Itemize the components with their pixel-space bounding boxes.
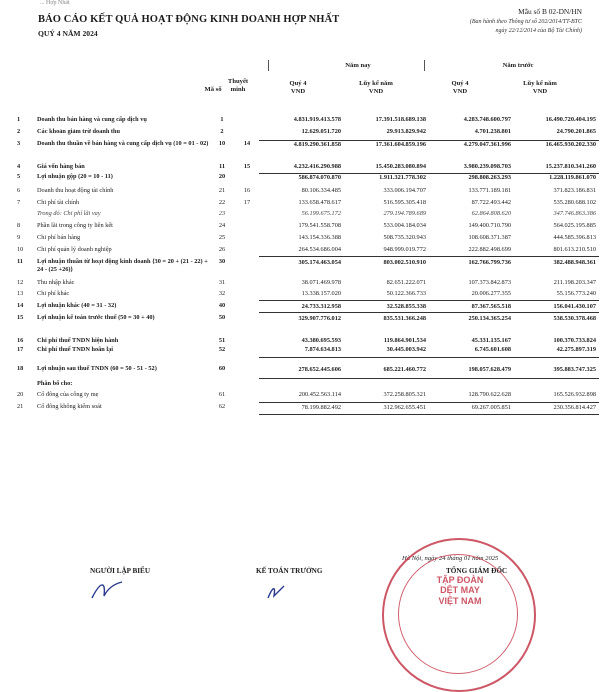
cell-note	[235, 220, 259, 232]
cell-code: 26	[218, 246, 226, 253]
cell-ytd-prev: 230.356.814.427	[514, 402, 599, 414]
cell-idx: 1	[17, 116, 21, 123]
cell-ytd-prev: 801.613.210.510	[514, 244, 599, 256]
table-row	[14, 390, 599, 402]
cell-q4-this: 305.174.463.054	[298, 258, 341, 266]
cell-ytd-prev: 15.237.810.341.260	[514, 161, 599, 173]
cell-ytd-this: 835.531.366.248	[383, 314, 426, 322]
cell-ytd-prev: 211.198.203.347	[553, 279, 596, 286]
table-row	[14, 161, 599, 173]
table-row	[14, 116, 599, 128]
corner-text: ... Hợp Nhất	[40, 0, 70, 6]
cell-idx: 13	[17, 290, 24, 297]
cell-note	[235, 357, 259, 378]
cell-note	[235, 256, 259, 278]
cell-ytd-prev: 100.370.733.824	[553, 337, 596, 344]
table-row	[14, 289, 599, 300]
cell-code: 20	[218, 173, 226, 180]
report-title: BÁO CÁO KẾT QUẢ HOẠT ĐỘNG KINH DOANH HỢP NHẤT	[38, 14, 340, 25]
cell-note: 17	[243, 199, 251, 206]
cell-idx: 10	[17, 246, 24, 253]
cell-note	[235, 173, 259, 185]
signature-mark	[88, 578, 128, 600]
cell-code: 21	[218, 187, 226, 194]
seal-line: TẬP ĐOÀN	[436, 575, 484, 585]
table-row	[14, 278, 599, 289]
cell-ytd-this: 533.004.184.034	[383, 222, 426, 229]
header-q4-prev	[424, 80, 496, 96]
cell-ytd-this: 508.735.320.943	[383, 234, 426, 241]
header-note: Thuyết minh	[227, 78, 249, 94]
cell-note	[235, 312, 259, 333]
cell-ytd-this: 279.194.789.689	[383, 210, 426, 217]
date-line: Hà Nội, ngày 24 tháng 01 năm 2025	[402, 555, 499, 562]
table-row	[14, 345, 599, 357]
cell-note	[235, 116, 259, 128]
table-row	[14, 197, 599, 209]
cell-ytd-this: 17.391.518.689.138	[375, 116, 426, 123]
cell-code: 11	[219, 163, 225, 170]
cell-q4-this: 43.380.695.593	[301, 337, 341, 344]
cell-code: 23	[218, 210, 226, 217]
cell-q4-prev: 107.373.842.873	[468, 279, 511, 286]
table-row	[14, 173, 599, 185]
cell-q4-this	[259, 378, 344, 390]
header-ytd-this	[340, 80, 412, 96]
cell-code: 50	[218, 314, 226, 321]
cell-q4-prev: 250.134.365.254	[468, 314, 511, 322]
income-statement-table	[14, 116, 599, 415]
cell-code: 22	[218, 199, 226, 206]
preparer-title: NGƯỜI LẬP BIỂU	[90, 567, 151, 575]
cell-name: Lợi nhuận khác (40 = 31 - 32)	[37, 302, 117, 309]
cell-name: Phần lãi trong công ty liên kết	[37, 222, 113, 229]
header-code: Mã số	[204, 86, 222, 93]
cell-q4-this: 264.534.686.004	[259, 244, 344, 256]
form-number: Mẫu số B 02-DN/HN	[518, 7, 582, 16]
cell-note	[235, 289, 259, 300]
cell-idx: 9	[17, 234, 21, 241]
table-row	[14, 244, 599, 256]
cell-idx	[14, 378, 37, 390]
cell-idx: 21	[17, 403, 24, 410]
cell-q4-this: 200.452.563.114	[259, 390, 344, 402]
cell-ytd-prev: 55.156.773.240	[514, 289, 599, 300]
table-row	[14, 209, 599, 220]
cell-ytd-prev: 535.280.688.102	[553, 199, 596, 206]
cell-ytd-this: 948.999.019.772	[344, 244, 429, 256]
cell-q4-prev: 128.790.622.628	[429, 390, 514, 402]
header-unit: VND	[368, 88, 384, 96]
director-title: TỔNG GIÁM ĐỐC	[446, 567, 508, 575]
cell-ytd-prev: 16.490.720.404.195	[545, 116, 596, 123]
cell-ytd-this: 333.006.194.707	[383, 187, 426, 194]
cell-code: 30	[218, 258, 226, 265]
company-seal-text	[420, 575, 500, 606]
header-divider	[424, 60, 425, 71]
cell-ytd-this: 685.221.460.772	[344, 357, 429, 378]
header-q4-this	[262, 80, 334, 96]
cell-name: Doanh thu bán hàng và cung cấp dịch vụ	[37, 116, 147, 123]
header-unit: VND	[452, 88, 468, 96]
cell-idx: 12	[17, 279, 24, 286]
cell-q4-this: 143.154.336.388	[298, 234, 341, 241]
cell-q4-prev: 69.267.005.851	[429, 402, 514, 414]
table-row	[14, 232, 599, 244]
table-row	[14, 402, 599, 414]
cell-name: Chi phí thuế TNDN hiện hành	[37, 337, 119, 344]
cell-q4-this: 13.338.157.020	[259, 289, 344, 300]
cell-ytd-this: 30.445.003.942	[344, 345, 429, 357]
cell-idx: 11	[17, 258, 23, 265]
cell-code: 62	[218, 403, 226, 410]
cell-q4-this: 329.907.776.012	[298, 314, 341, 322]
cell-name: Lợi nhuận sau thuế TNDN (60 = 50 - 51 - 52)	[37, 365, 157, 372]
cell-name: Doanh thu thuần về bán hàng và cung cấp dịch vụ (10 = 01 - 02)	[37, 140, 209, 147]
cell-code: 25	[218, 234, 226, 241]
cell-idx: 3	[17, 140, 21, 147]
cell-ytd-this: 50.122.366.733	[344, 289, 429, 300]
form-note-line1: (Ban hành theo Thông tư số 202/2014/TT-BTC	[469, 19, 582, 25]
cell-q4-this: 56.199.675.172	[301, 210, 341, 217]
header-ytd-label: Lũy kế năm	[359, 80, 393, 87]
header-this-year: Năm nay	[345, 62, 371, 69]
report-quarter: QUÝ 4 NĂM 2024	[38, 29, 98, 38]
cell-q4-this: 12.629.051.720	[259, 128, 344, 140]
cell-idx: 8	[17, 222, 21, 229]
cell-q4-prev: 20.006.277.355	[429, 289, 514, 300]
cell-name: Trong đó: Chi phí lãi vay	[37, 210, 101, 217]
cell-ytd-prev: 16.465.930.202.330	[545, 140, 596, 148]
cell-code: 52	[218, 346, 226, 353]
header-ytd-prev	[504, 80, 576, 96]
cell-ytd-this: 32.528.855.338	[344, 300, 429, 312]
cell-name: Giá vốn hàng bán	[37, 163, 85, 170]
cell-name: Phân bổ cho:	[37, 380, 73, 387]
cell-ytd-this: 15.450.283.080.894	[344, 161, 429, 173]
cell-idx: 17	[17, 346, 24, 353]
company-seal-inner	[398, 554, 518, 674]
cell-q4-prev: 198.057.628.479	[429, 357, 514, 378]
header-q4-label: Quý 4	[289, 80, 307, 87]
cell-q4-this: 7.874.634.813	[259, 345, 344, 357]
cell-name: Lợi nhuận thuần từ hoạt động kinh doanh {30 = 20 + (21 - 22) + 24 - (25 +26)}	[37, 258, 208, 273]
cell-ytd-prev: 564.025.195.885	[553, 222, 596, 229]
cell-q4-prev: 108.608.371.387	[468, 234, 511, 241]
cell-q4-this: 586.874.070.870	[298, 173, 341, 181]
cell-q4-prev: 222.882.498.699	[429, 244, 514, 256]
header-ytd-label: Lũy kế năm	[523, 80, 557, 87]
cell-q4-this: 179.541.558.708	[298, 222, 341, 229]
cell-name: Chi phí quản lý doanh nghiệp	[37, 246, 112, 253]
cell-note: 16	[243, 187, 251, 194]
cell-note	[235, 378, 259, 390]
cell-name: Lợi nhuận kế toán trước thuế (50 = 30 + 40)	[37, 314, 155, 321]
cell-code: 2	[220, 128, 224, 135]
cell-ytd-this: 29.913.829.942	[344, 128, 429, 140]
cell-q4-prev: 87.367.565.518	[429, 300, 514, 312]
cell-q4-prev	[429, 378, 514, 390]
table-row	[14, 333, 599, 345]
cell-q4-prev: 162.766.799.736	[468, 258, 511, 266]
cell-code: 1	[220, 116, 224, 123]
cell-note	[235, 209, 259, 220]
cell-ytd-this: 17.361.604.859.196	[375, 140, 426, 148]
cell-code: 32	[218, 290, 226, 297]
cell-idx: 16	[17, 337, 24, 344]
cell-ytd-prev: 444.585.396.813	[553, 234, 596, 241]
cell-name: Chi phí khác	[37, 290, 70, 297]
cell-ytd-this: 803.002.510.910	[383, 258, 426, 266]
cell-q4-prev: 4.283.748.600.797	[463, 116, 511, 123]
cell-q4-this: 4.819.290.361.858	[293, 140, 341, 148]
table-row	[14, 185, 599, 197]
cell-code: 31	[218, 279, 226, 286]
cell-q4-prev: 62.864.808.620	[471, 210, 511, 217]
cell-idx: 15	[17, 314, 24, 321]
cell-name: Chi phí thuế TNDN hoãn lại	[37, 346, 113, 353]
cell-ytd-this: 312.962.655.451	[344, 402, 429, 414]
cell-ytd-prev: 538.530.378.468	[553, 314, 596, 322]
table-row	[14, 357, 599, 378]
table-row	[14, 378, 599, 390]
cell-idx: 7	[17, 199, 21, 206]
cell-q4-prev: 4.701.238.801	[429, 128, 514, 140]
table-row	[14, 300, 599, 312]
cell-note: 14	[243, 140, 251, 147]
cell-q4-prev: 45.331.135.167	[471, 337, 511, 344]
header-divider	[268, 60, 269, 71]
header-unit: VND	[290, 88, 306, 96]
cell-ytd-this: 516.595.305.418	[383, 199, 426, 206]
cell-code	[209, 378, 235, 390]
cell-ytd-prev: 371.823.186.831	[553, 187, 596, 194]
table-row	[14, 256, 599, 278]
cell-note	[235, 244, 259, 256]
header-q4-label: Quý 4	[451, 80, 469, 87]
cell-q4-prev: 3.980.239.098.703	[429, 161, 514, 173]
cell-idx: 4	[17, 163, 21, 170]
cell-q4-this: 80.106.334.485	[301, 187, 341, 194]
cell-q4-this: 278.652.445.606	[259, 357, 344, 378]
cell-idx: 20	[17, 391, 24, 398]
cell-idx: 2	[17, 128, 21, 135]
cell-q4-prev: 149.400.710.790	[468, 222, 511, 229]
cell-idx: 5	[17, 173, 21, 180]
header-unit: VND	[532, 88, 548, 96]
cell-ytd-this: 1.911.321.778.302	[379, 173, 426, 181]
seal-line: DỆT MAY	[440, 585, 480, 596]
cell-q4-this: 4.831.919.413.578	[293, 116, 341, 123]
cell-name: Các khoản giảm trừ doanh thu	[37, 128, 121, 135]
cell-name: Cổ đông của công ty mẹ	[37, 391, 99, 398]
form-note	[470, 18, 582, 35]
cell-name: Cổ đông không kiểm soát	[37, 403, 102, 410]
cell-ytd-prev: 1.228.119.861.070	[549, 173, 596, 181]
cell-note	[235, 278, 259, 289]
cell-q4-this: 133.658.478.617	[298, 199, 341, 206]
cell-ytd-prev: 395.883.747.325	[514, 357, 599, 378]
cell-ytd-prev: 382.488.948.361	[553, 258, 596, 266]
cell-note	[235, 345, 259, 357]
cell-note: 15	[243, 163, 251, 170]
table-row	[14, 312, 599, 333]
cell-code: 40	[218, 302, 226, 309]
cell-q4-prev: 133.771.189.181	[468, 187, 511, 194]
cell-ytd-prev: 347.746.863.386	[553, 210, 596, 217]
cell-code: 60	[218, 365, 226, 372]
cell-code: 24	[218, 222, 226, 229]
signature-mark	[262, 582, 292, 600]
cell-ytd-prev: 24.790.201.865	[514, 128, 599, 140]
cell-note	[235, 333, 259, 345]
cell-q4-this: 4.232.416.290.988	[259, 161, 344, 173]
cell-name: Chi phí bán hàng	[37, 234, 81, 241]
cell-q4-this: 78.199.882.492	[259, 402, 344, 414]
cell-q4-prev: 298.808.263.293	[468, 173, 511, 181]
cell-ytd-this: 372.258.805.321	[344, 390, 429, 402]
cell-ytd-this: 82.651.222.071	[386, 279, 426, 286]
cell-idx: 6	[17, 187, 21, 194]
cell-ytd-this	[344, 378, 429, 390]
cell-code: 51	[218, 337, 226, 344]
cell-note	[235, 402, 259, 414]
cell-note	[235, 128, 259, 140]
cell-name: Doanh thu hoạt động tài chính	[37, 187, 114, 194]
cell-q4-prev: 4.279.047.361.996	[463, 140, 511, 148]
cell-note	[235, 232, 259, 244]
cell-ytd-prev	[514, 378, 599, 390]
accountant-title: KẾ TOÁN TRƯỞNG	[256, 567, 323, 575]
cell-name: Thu nhập khác	[37, 279, 75, 286]
table-row	[14, 128, 599, 140]
table-row	[14, 220, 599, 232]
cell-q4-prev: 87.722.493.442	[471, 199, 511, 206]
header-last-year: Năm trước	[502, 62, 534, 69]
cell-idx: 14	[17, 302, 24, 309]
form-note-line2: ngày 22/12/2014 của Bộ Tài Chính)	[495, 27, 582, 34]
cell-code: 10	[218, 140, 226, 147]
cell-q4-this: 24.733.312.958	[259, 300, 344, 312]
cell-ytd-prev: 156.041.430.107	[514, 300, 599, 312]
table-row	[14, 140, 599, 161]
cell-name: Lợi nhuận gộp (20 = 10 - 11)	[37, 173, 113, 180]
cell-note	[235, 300, 259, 312]
cell-idx	[14, 209, 37, 220]
cell-note	[235, 390, 259, 402]
cell-q4-this: 38.071.469.978	[301, 279, 341, 286]
cell-q4-prev: 6.745.601.608	[429, 345, 514, 357]
cell-ytd-prev: 42.275.897.319	[514, 345, 599, 357]
cell-idx: 18	[17, 365, 24, 372]
cell-name: Chi phí tài chính	[37, 199, 80, 206]
seal-line: VIỆT NAM	[438, 595, 482, 606]
cell-code: 61	[218, 391, 226, 398]
cell-ytd-this: 119.864.901.534	[383, 337, 426, 344]
cell-ytd-prev: 165.526.932.898	[514, 390, 599, 402]
